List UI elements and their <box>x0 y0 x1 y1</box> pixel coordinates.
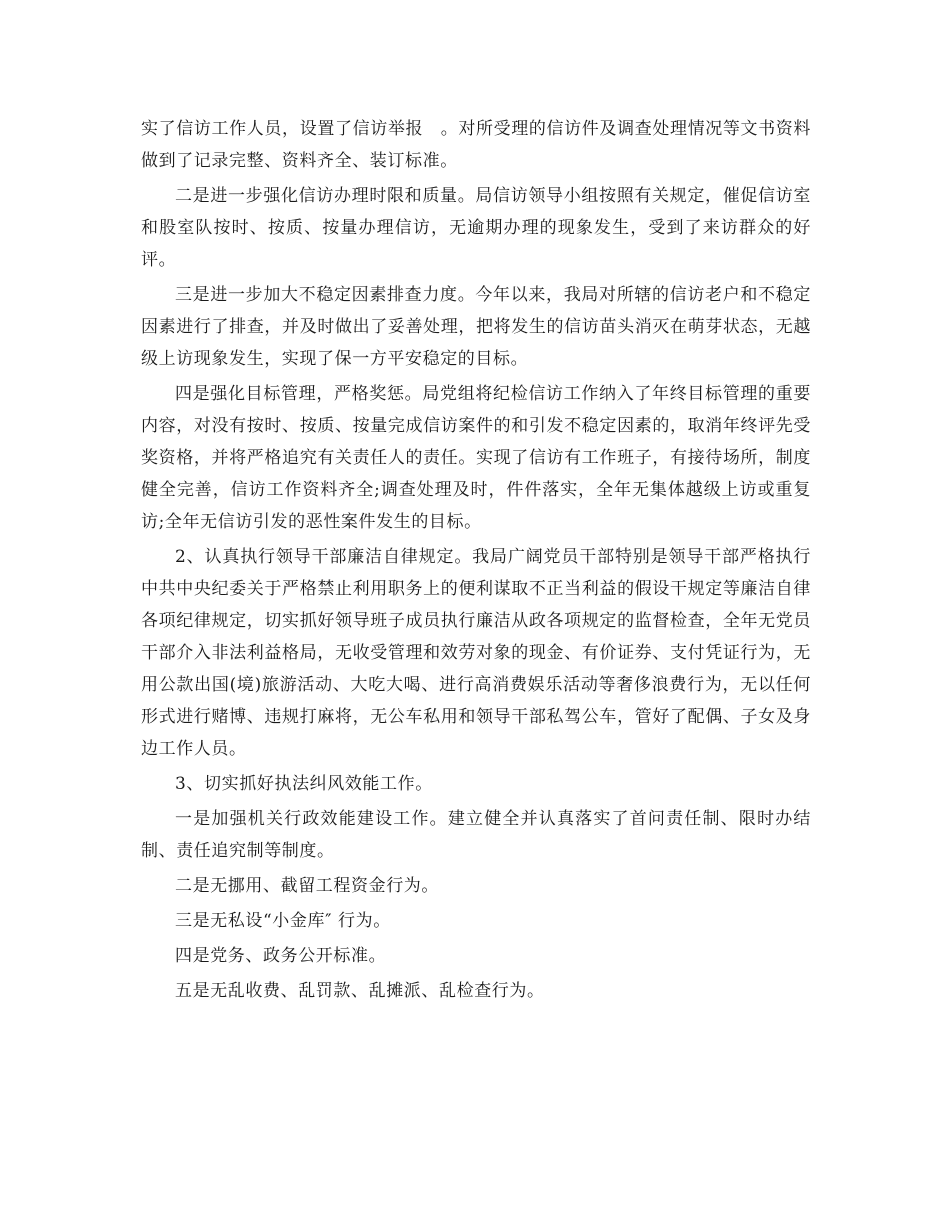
paragraph-item-four-target-management: 四是强化目标管理，严格奖惩。局党组将纪检信访工作纳入了年终目标管理的重要内容，对没有按时、按质、按量完成信访案件的和引发不稳定因素的，取消年终评先受奖资格，并将严格追究有关责任人的责任。实现了信访有工作班子，有接待场所，制度健全完善，信访工作资料齐全;调查处理及时，件件落实，全年无集体越级上访或重复访;全年无信访引发的恶性案件发生的目标。 <box>141 384 811 532</box>
paragraph-efficiency-two: 二是无挪用、截留工程资金行为。 <box>175 876 439 896</box>
document-body <box>141 113 811 1010</box>
paragraph-efficiency-three: 三是无私设“小金库″ 行为。 <box>175 911 391 931</box>
paragraph-continuation: 实了信访工作人员，设置了信访举报 。对所受理的信访件及调查处理情况等文书资料做到了记录完整、资料齐全、装订标准。 <box>141 119 811 171</box>
paragraph-item-three-instability: 三是进一步加大不稳定因素排查力度。今年以来，我局对所辖的信访老户和不稳定因素进行了排查，并及时做出了妥善处理，把将发生的信访苗头消灭在萌芽状态，无越级上访现象发生，实现了保一方平安稳定的目标。 <box>141 285 811 369</box>
paragraph-efficiency-four: 四是党务、政务公开标准。 <box>175 946 387 966</box>
paragraph-item-two-time-limit: 二是进一步强化信访办理时限和质量。局信访领导小组按照有关规定，催促信访室和股室队按时、按质、按量办理信访，无逾期办理的现象发生，受到了来访群众的好评。 <box>141 186 811 270</box>
paragraph-section-3-heading: 3、切实抓好执法纠风效能工作。 <box>175 774 433 794</box>
paragraph-efficiency-five: 五是无乱收费、乱罚款、乱摊派、乱检查行为。 <box>175 981 545 1001</box>
paragraph-efficiency-one: 一是加强机关行政效能建设工作。建立健全并认真落实了首问责任制、限时办结制、责任追究制等制度。 <box>141 809 811 861</box>
paragraph-section-2-self-discipline: 2、认真执行领导干部廉洁自律规定。我局广阔党员干部特别是领导干部严格执行中共中央纪委关于严格禁止利用职务上的便利谋取不正当利益的假设干规定等廉洁自律各项纪律规定，切实抓好领导班子成员执行廉洁从政各项规定的监督检查，全年无党员干部介入非法利益格局，无收受管理和效劳对象的现金、有价证券、支付凭证行为，无用公款出国(境)旅游活动、大吃大喝、进行高消费娱乐活动等奢侈浪费行为，无以任何形式进行赌博、违规打麻将，无公车私用和领导干部私驾公车，管好了配偶、子女及身边工作人员。 <box>141 547 811 759</box>
